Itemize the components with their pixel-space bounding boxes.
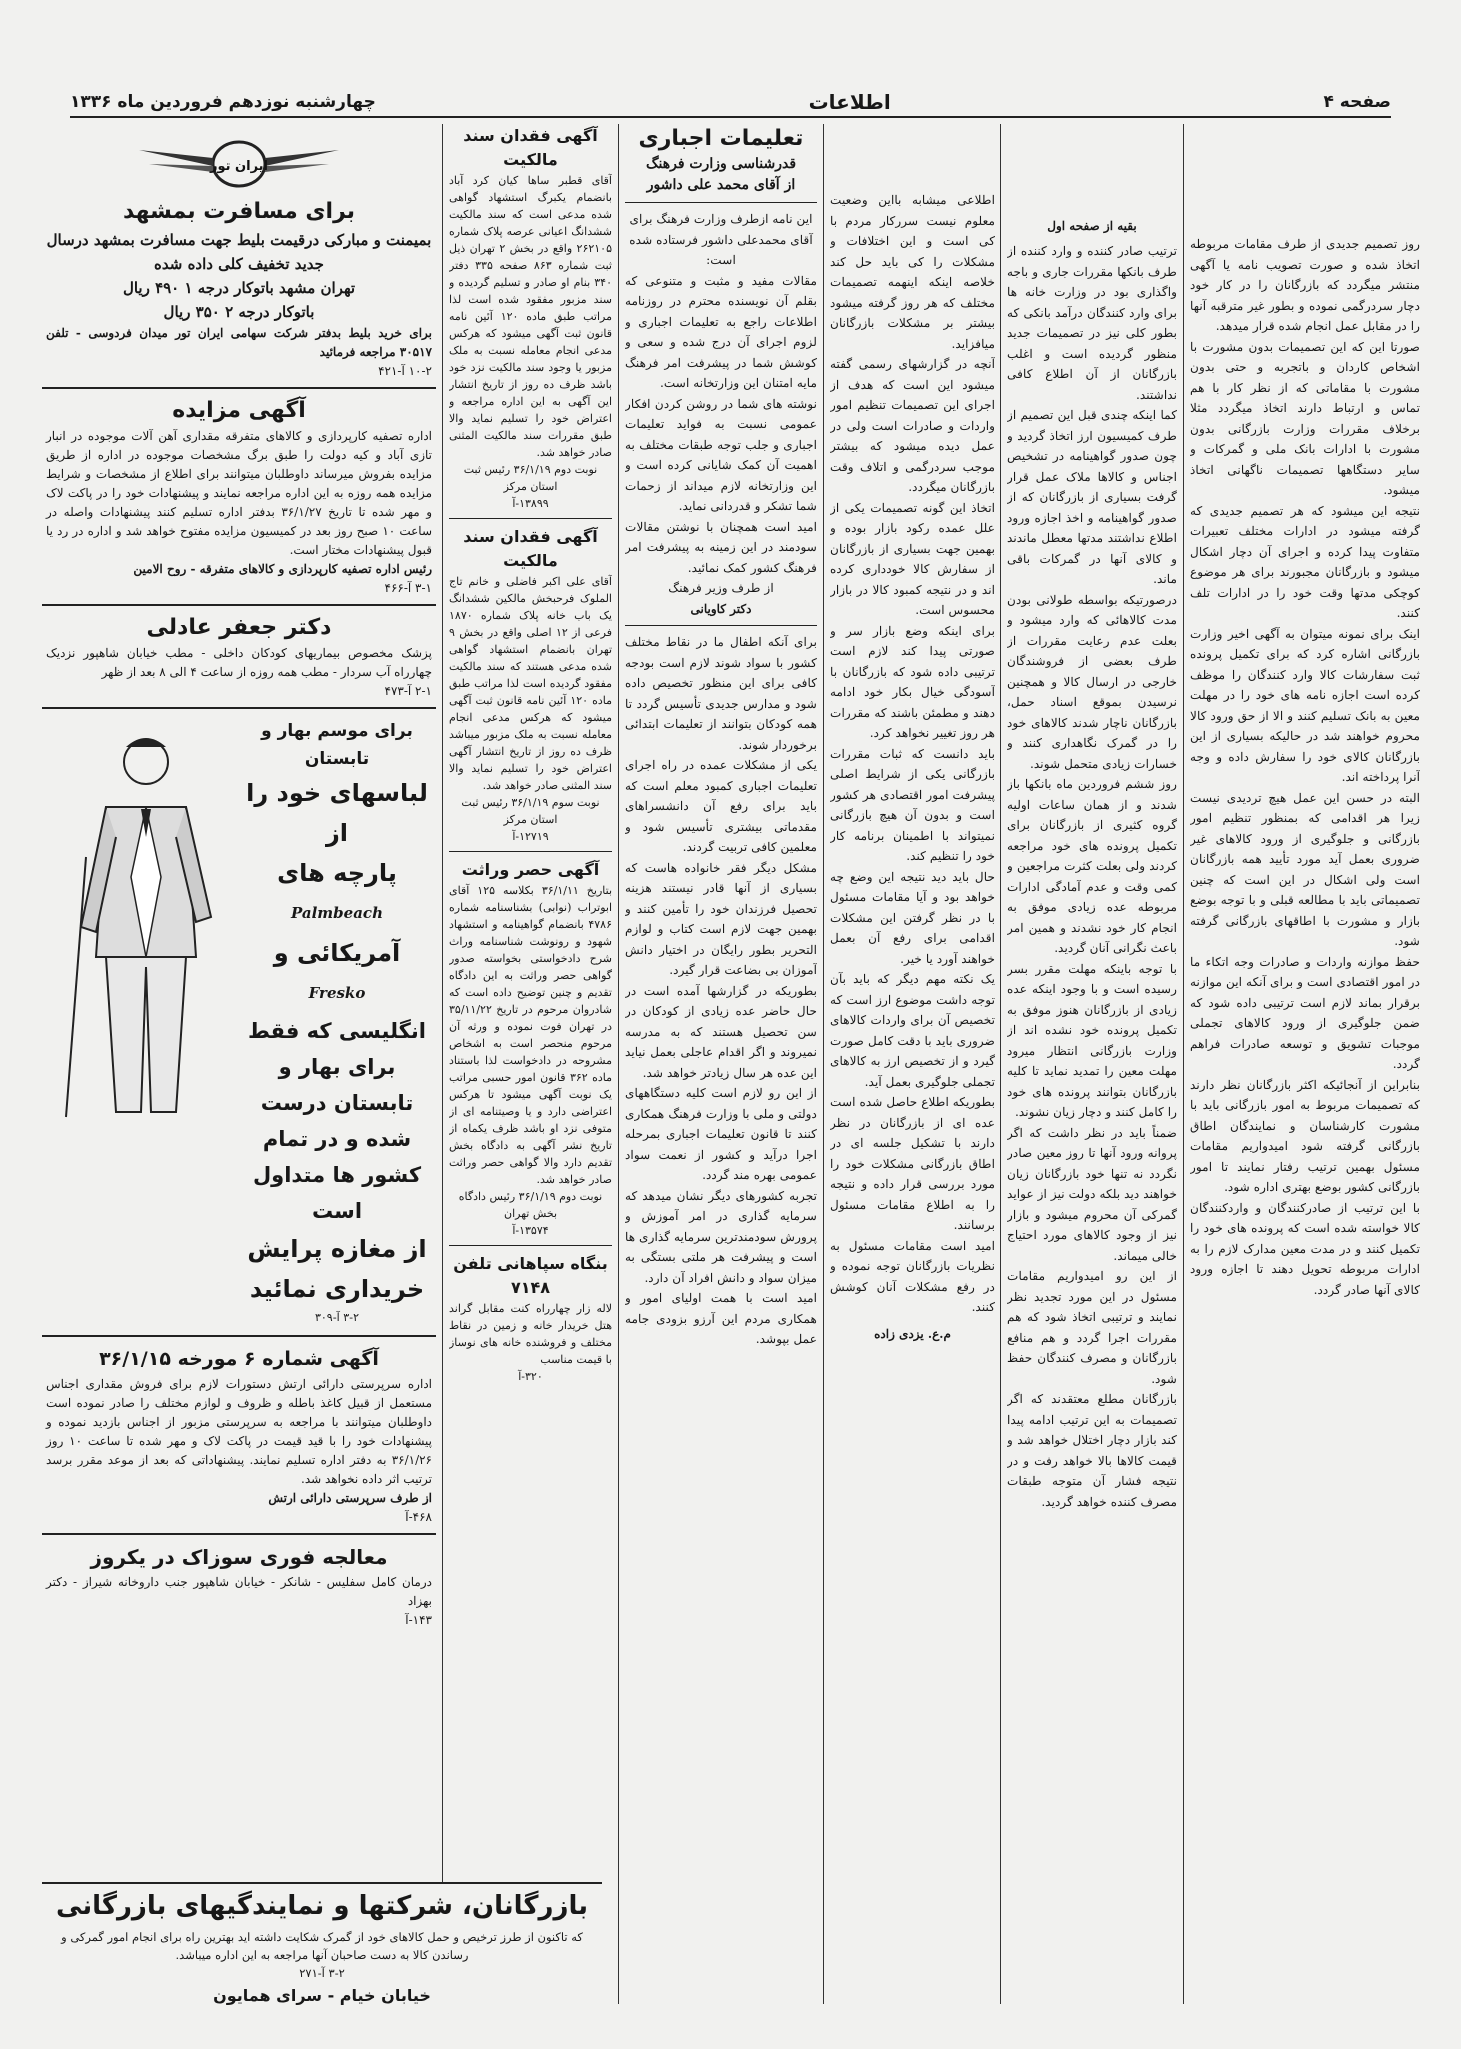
notice-ref: نوبت دوم ۳۶/۱/۱۹ رئیس دادگاه بخش تهران bbox=[458, 1190, 603, 1220]
notices-column bbox=[449, 124, 612, 2004]
agency-title: بنگاه سپاهانی تلفن ۷۱۴۸ bbox=[453, 1254, 608, 1297]
education-column bbox=[625, 124, 817, 2004]
paragraph: ترتیب صادر کننده و وارد کننده از طرف بانکها مقررات جاری و باجه واگذاری بود در وزارت خانه ها برای وارد کنندگان درآمد بانکی که بطور کلی نیز در تصمیمات جدید منظور گردیده است و اغلب بازرگانان از آن اطلاع کافی نداشتند. bbox=[1007, 244, 1177, 402]
notice-code: ۱۳۵۷۴-آ bbox=[512, 1224, 549, 1237]
paragraph: برای اینکه وضع بازار سر و صورتی پیدا کند لازم است ترتیبی داده شود که بازرگانان با آسودگی خیال بکار خود ادامه دهند و مطمئن باشند که مقررات هر روز تغییر نخواهد کرد. bbox=[830, 623, 995, 740]
banner-title: بازرگانان، شرکتها و نمایندگیهای بازرگانی bbox=[56, 1891, 588, 1921]
paragraph: باید دانست که ثبات مقررات بازرگانی یکی از شرایط اصلی پیشرفت امور اقتصادی هر کشور است و بدون آن هیچ بازرگانی نمیتواند با اطمینان برنامه کار خود را تنظیم کند. bbox=[830, 746, 995, 863]
travel-prices: تهران مشهد باتوکار درجه ۱ ۴۹۰ ریال باتوکار درجه ۲ ۳۵۰ ریال bbox=[122, 279, 356, 321]
logo-text: ایران تور bbox=[209, 159, 269, 174]
article-body bbox=[1190, 234, 1420, 1300]
paragraph: یکی از مشکلات عمده در راه اجرای تعلیمات اجباری کمبود معلم است که باید برای رفع آن دانشسراهای مقدماتی بیشتری تأسیس شود و معلمین کافی تربیت گردند. bbox=[625, 758, 817, 854]
section-title: تعلیمات اجباری bbox=[638, 126, 804, 151]
clothing-code: ۳-۲ آ-۳۰۹ bbox=[314, 1311, 360, 1324]
auction-code: ۳-۱ آ-۴۶۶ bbox=[384, 581, 432, 595]
paragraph: از طرف وزیر فرهنگ bbox=[668, 581, 774, 595]
clothing-line: برای موسم بهار و تابستان bbox=[261, 721, 413, 769]
continuation-note: بقیه از صفحه اول bbox=[1047, 219, 1137, 233]
banner-address: خیابان خیام - سرای همایون bbox=[213, 1986, 431, 2005]
paper-name: اطلاعات bbox=[808, 90, 891, 114]
paragraph: تجربه کشورهای دیگر نشان میدهد که سرمایه گذاری در امر آموزش و پرورش سودمندترین سرمایه گذاری ها است و پیشرفت هر ملتی بستگی به میزان سواد و دانش افراد آن دارد. bbox=[625, 1188, 817, 1285]
paragraph: اطلاعی میشابه بااین وضعیت معلوم نیست سررکار مردم با کی است و این اختلافات و مشکلات را کی باید حل کند خلاصه اینکه اینهمه تصمیمات مختلف که هر روز گرفته میشود بیشتر بر مشکلات بازرگانان میافزاید. bbox=[830, 193, 995, 351]
paragraph: حفظ موازنه واردات و صادرات وجه اتکاء ما در امور اقتصادی است و برای آنکه این موازنه برقرار بماند لازم است ترتیبی داده شود که ضمن جلوگیری از ورود کالاهای تجملی موجبات تشویق و توسعه صادرات فراهم گردد. bbox=[1190, 954, 1420, 1071]
divider bbox=[625, 625, 817, 626]
divider bbox=[449, 1245, 612, 1246]
customs-banner bbox=[42, 1882, 602, 2005]
clothing-line: از مغازه پرایش bbox=[247, 1235, 427, 1263]
masthead bbox=[70, 88, 1391, 118]
auction-title: آگهی مزایده bbox=[172, 398, 306, 423]
army-notice-ad bbox=[42, 1337, 436, 1535]
notice-title: آگهی حصر وراثت bbox=[461, 860, 600, 879]
paragraph: حال باید دید نتیجه این وضع چه خواهد بود و آیا مقامات مسئول با در نظر گرفتن این مشکلات اقدامی برای رفع آن بعمل خواهند آورد یا خیر. bbox=[830, 869, 995, 966]
travel-ad bbox=[42, 124, 436, 389]
clothing-brand: Palmbeach bbox=[291, 904, 383, 922]
paragraph: بطوریکه اطلاع حاصل شده است عده ای از بازرگانان در نظر دارند با تشکیل جلسه ای در اطاق بازرگانی مشکلات خود را مورد بررسی قرار داده و نتیجه را به اطلاع مقامات مسئول برسانند. bbox=[830, 1095, 995, 1232]
doctor-body: پزشک مخصوص بیماریهای کودکان داخلی - مطب خیابان شاهپور نزدیک چهارراه آب سردار - مطب همه روزه از ساعت ۴ الی ۸ بعد از ظهر bbox=[46, 646, 432, 679]
paragraph: با این ترتیب از صادرکنندگان و واردکنندگان کالا خواسته شده است که پرونده های خود را تکمیل کنند و در مدت معین مدارک لازم را به ادارات مربوطه تحویل دهند تا اجازه ورود کالای آنها صادر گردد. bbox=[1190, 1200, 1420, 1297]
paragraph: اینک برای نمونه میتوان به آگهی اخیر وزارت بازرگانی اشاره کرد که برای تکمیل پرونده ثبت سفارشات کالا وارد کنندگان را موظف کرده است اجازه نامه های خود را در مهلت معین به بانک تسلیم کنند و الا از حق ورود کالا محروم خواهند شد در حالیکه بسیاری از این بازرگانان کالای خود را سفارش داده و وجه آنرا پرداخته اند. bbox=[1190, 626, 1420, 784]
doctor-code: ۲-۱ آ-۴۷۳ bbox=[384, 684, 432, 698]
paragraph: آنچه در گزارشهای رسمی گفته میشود این است که هدف از اجرای این تصمیمات تنظیم امور واردات و صادرات است ولی در عمل دیده میشود که بیشتر موجب سردرگمی و اتلاف وقت بازرگانان میگردد. bbox=[830, 357, 995, 494]
auction-signature: رئیس اداره تصفیه کارپردازی و کالاهای متفرقه - روح الامین bbox=[133, 562, 432, 576]
clinic-body: درمان کامل سفلیس - شانکر - خیابان شاهپور جنب داروخانه شیراز - دکتر بهزاد bbox=[46, 1575, 432, 1608]
auction-body: اداره تصفیه کارپردازی و کالاهای متفرقه مقداری آهن آلات موجوده در انبار تازی آباد و کیه دولت را طبق برگ مشخصات موجوده در اداره از طریق مزایده بفروش میرساند داوطلبان میتوانند برای اطلاع از مشخصات و شرایط مزایده همه روزه به این اداره مراجعه نمایند و پیشنهادات خود را در پاکت لاک و مهر شده تا تاریخ ۳۶/۱/۲۷ بدفتر اداره تسلیم کنند پیشنهادات واصله در ساعت ۱۰ صبح روز بعد در کمیسیون مزایده مفتوح خواهد شد و اداره در رد یا قبول پیشنهادات مختار است. bbox=[46, 429, 432, 557]
clothing-line: خریداری نمائید bbox=[249, 1275, 425, 1303]
doctor-name: دکتر جعفر عادلی bbox=[146, 615, 332, 640]
paragraph: نوشته های شما در روشن کردن افکار عمومی نسبت به فواید تعلیمات اجباری و جلب توجه طبقات مختلف به اهمیت آن کمک شایانی کرده است و این وزارتخانه لازم میداند از زحمات شما تشکر و قدردانی نماید. bbox=[625, 396, 817, 513]
paragraph: یک نکته مهم دیگر که باید بآن توجه داشت موضوع ارز است که تخصیص آن برای واردات کالاهای ضروری باید با دقت کامل صورت گیرد و از تخصیص ارز به کالاهای تجملی جلوگیری بعمل آید. bbox=[830, 972, 995, 1089]
paragraph: امید است مقامات مسئول به نظریات بازرگانان توجه نموده و در رفع مشکلات آنان کوشش کنند. bbox=[830, 1238, 995, 1314]
divider bbox=[625, 202, 817, 203]
clothing-ad-text bbox=[242, 717, 432, 1327]
clothing-line: آمریکائی و bbox=[273, 939, 401, 967]
column-rule bbox=[823, 124, 824, 2004]
army-notice-body: اداره سرپرستی دارائی ارتش دستورات لازم برای فروش مقداری اجناس مستعمل از قبیل کاغذ باطله و ظروف و لوازم مختلف را صادر نموده است داوطلبان میتوانند با مراجعه به سرپرستی مزبور از اجناس بازدید نموده و پیشنهادات خود را با قید قیمت در پاکت لاک و مهر شده تا ساعت ۱۰ روز ۳۶/۱/۲۶ به دفتر اداره تسلیم نمایند. پیشنهاداتی که بعد از موعد مقرر برسد ترتیب اثر داده نخواهد شد. bbox=[46, 1377, 432, 1486]
subheading: قدرشناسی وزارت فرهنگ bbox=[645, 156, 797, 172]
clothing-line: پارچه های bbox=[277, 859, 397, 887]
paragraph: روز ششم فروردین ماه بانکها باز شدند و از همان ساعات اولیه گروه کثیری از بازرگانان برای تکمیل پرونده های خود مراجعه کردند ولی بعلت کثرت مراجعین و کمی وقت و عدم آمادگی ادارات مربوطه عده زیادی موفق به انجام کار خود نشدند و همین امر باعث نگرانی آنان گردید. bbox=[1007, 777, 1177, 955]
clinic-code: ۱۴۳-آ bbox=[405, 1613, 432, 1627]
paragraph: اتخاذ این گونه تصمیمات یکی از علل عمده رکود بازار بوده و بهمین جهت بسیاری از بازرگانان از سفارش کالا خودداری کرده اند و در نتیجه کمبود کالا در بازار محسوس است. bbox=[830, 500, 995, 617]
author-signature: م.ع. یزدی زاده bbox=[874, 1326, 951, 1341]
winged-logo-icon bbox=[129, 136, 349, 192]
travel-title: برای مسافرت بمشهد bbox=[122, 199, 356, 224]
issue-date: چهارشنبه نوزدهم فروردین ماه ۱۳۳۶ bbox=[70, 92, 376, 112]
notice-ref: نوبت دوم ۳۶/۱/۱۹ رئیس ثبت استان مرکز bbox=[463, 463, 598, 493]
paragraph: صورتا این که این تصمیمات بدون مشورت با اشخاص کاردان و باتجربه و حتی بدون مشورت با مقاماتی که از نظر کار با هم تماس و ارتباط دارند اتخاذ میگردد مثلا برخلاف مقررات وزارت بازرگانی بدون مشورت با ادارات بانک ملی و گمرکات و سایر دستگاهها تصمیمات ناگهانی اتخاذ میشود. bbox=[1190, 339, 1420, 497]
travel-contact: برای خرید بلیط بدفتر شرکت سهامی ایران تور میدان فردوسی - تلفن ۳۰۵۱۷ مراجعه فرمائید bbox=[46, 326, 432, 359]
clothing-line: لباسهای خود را از bbox=[246, 779, 428, 847]
paragraph: امید است همچنان با نوشتن مقالات سودمند در این زمینه به پیشرفت امر فرهنگ کشور کمک نمائید. bbox=[625, 519, 817, 575]
article-column-2 bbox=[1007, 124, 1177, 2004]
paragraph: البته در حسن این عمل هیچ تردیدی نیست زیرا هر اقدامی که بمنظور تنظیم امور بازرگانی و جلوگیری از ورود کالاهای غیر ضروری بعمل آید مورد تأیید همه بازرگانان است ولی اشکال در این است که چنین تصمیماتی باید با مطالعه قبلی و با توجه بوضع بازار و مشورت با اطاقهای بازرگانی گرفته شود. bbox=[1190, 790, 1420, 948]
banner-body: که تاکنون از طرز ترخیص و حمل کالاهای خود از گمرک شکایت داشته اید بهترین راه برای انجام امور گمرکی و رساندن کالا به دست صاحبان آنها مراجعه به این اداره میباشد. bbox=[61, 1930, 583, 1962]
paragraph: از این رو امیدواریم مقامات مسئول در این مورد تجدید نظر نمایند و ترتیبی اتخاذ شود که هم مقررات اجرا گردد و هم منافع بازرگانان و مصرف کنندگان حفظ شود. bbox=[1007, 1269, 1177, 1386]
paragraph: درصورتیکه بواسطه طولانی بودن مدت کالاهائی که وارد میشود و بعلت عدم رعایت مقررات از طرف بعضی از فروشندگان خارجی در ارسال کالا و همچنین نرسیدن بموقع اسناد حمل، بازرگانان ناچار شدند کالاهای خود را در گمرک نگاهداری کنند و خسارات زیادی متحمل شوند. bbox=[1007, 592, 1177, 771]
column-rule bbox=[1183, 124, 1184, 2004]
ads-column bbox=[42, 124, 436, 1882]
notice-body: آقای علی اکبر فاضلی و خانم تاج الملوک فرحبخش مالکین ششدانگ یک باب خانه پلاک شماره ۱۸۷۰ فرعی از ۱۲ اصلی واقع در بخش ۹ تهران بانضمام استشهاد گواهی شده مدعی هستند که سند مالکیت مفقود گردیده است لذا مراتب طبق ماده ۱۲۰ آئین نامه قانون ثبت آگهی میشود که هرکس مدعی انجام معامله نسبت به ملک مزبور میباشد ظرف ده روز از تاریخ انتشار آگهی اعتراض خود را تسلیم نماید والا سند المثنی صادر خواهد شد. bbox=[449, 575, 612, 792]
column-rule bbox=[442, 124, 443, 1884]
army-notice-code: ۴۶۸-آ bbox=[405, 1510, 432, 1524]
auction-ad bbox=[42, 389, 436, 606]
logo-emblem bbox=[129, 136, 349, 192]
agency-body: لاله زار چهارراه کنت مقابل گراند هتل خریدار خانه و زمین در نقاط مختلف و فروشنده خانه های نوساز با قیمت مناسب bbox=[449, 1302, 612, 1366]
paragraph: بنابراین از آنجائیکه اکثر بازرگانان نظر دارند که تصمیمات مربوط به امور بازرگانی باید با مشورت کارشناسان و نمایندگان اطاق بازرگانی گرفته شود امیدواریم مقامات مسئول بهمین ترتیب رفتار نمایند تا امور بازرگانی کشور بوضع بهتری اداره شود. bbox=[1190, 1077, 1420, 1194]
notice-code: ۱۲۷۱۹-آ bbox=[512, 830, 549, 843]
clothing-ad bbox=[42, 709, 436, 1337]
paragraph: با توجه باینکه مهلت مقرر بسر رسیده است و با وجود اینکه عده زیادی از بازرگانان هنوز موفق به تکمیل پرونده خود نشده اند از وزارت بازرگانی انتظار میرود مهلت معین را تمدید نماید تا کلیه بازرگانان بتوانند پرونده های خود را کامل کنند و دچار زیان نشوند. bbox=[1007, 961, 1177, 1119]
clothing-brand: Fresko bbox=[308, 984, 366, 1002]
notice-ref: نوبت سوم ۳۶/۱/۱۹ رئیس ثبت استان مرکز bbox=[461, 796, 600, 826]
column-rule bbox=[1000, 124, 1001, 2004]
paragraph: بطوریکه در گزارشها آمده است در حال حاضر عده زیادی از کودکان در سن تحصیل هستند که به مدرسه نمیروند و اگر اقدام عاجلی بعمل نیاید این عده هر سال زیادتر خواهد شد. bbox=[625, 983, 817, 1080]
notice-body: آقای قطبر ساها کیان کرد آباد بانضمام یکبرگ استشهاد گواهی شده مدعی است که سند مالکیت ششدانگ اعیانی عرصه پلاک شماره ۲۶۲۱۰۵ واقع در بخش ۲ تهران ذیل ثبت شماره ۸۶۳ صفحه ۳۳۵ دفتر ۳۴۰ بنام او صادر و تسلیم گردیده و سند مزبور مفقود شده است لذا مراتب طبق ماده ۱۲۰ آئین نامه قانون ثبت آگهی میشود که هرکس مدعی انجام معامله نسبت به ملک مزبور یا وجود سند مالکیت نزد خود باشد ظرف ده روز از تاریخ انتشار این آگهی به این اداره مراجعه و اعتراض خود را تسلیم نماید والا طبق مقررات سند مالکیت المثنی صادر خواهد شد. bbox=[449, 174, 612, 459]
banner-code: ۳-۲ آ-۲۷۱ bbox=[299, 1966, 345, 1980]
paragraph: ضمناً باید در نظر داشت که اگر پروانه ورود آنها تا روز معین صادر نگردد نه تنها خود بازرگانان زیان خواهند دید بلکه دولت نیز از عواید گمرکی آن محروم میشود و بازار نیز از وجود کالاهای مورد احتیاج خالی میماند. bbox=[1007, 1125, 1177, 1263]
notice-title: آگهی فقدان سند مالکیت bbox=[463, 527, 598, 570]
paragraph: نتیجه این میشود که هر تصمیم جدیدی که گرفته میشود در ادارات مختلف تعبیرات متفاوت پیدا کرده و اجرای آن دچار اشکال میشود و بازرگانان مجبورند برای هر موضوع کوچکی مدتها وقت خود را در ادارات تلف کنند. bbox=[1190, 503, 1420, 620]
travel-code: ۱۰-۲ آ-۴۲۱ bbox=[378, 364, 432, 378]
suited-man-icon bbox=[46, 717, 236, 1127]
signature: دکتر کاویانی bbox=[690, 601, 752, 616]
column-rule bbox=[618, 124, 619, 2004]
man-in-suit-illustration bbox=[46, 717, 236, 1127]
paragraph: روز تصمیم جدیدی از طرف مقامات مربوطه اتخاذ شده و صورت تصویب نامه یا آگهی منتشر میگردد که بازرگانان را در کار خود دچار سردرگمی نموده و بطور غیر مترقبه آنها را در مقابل عمل انجام شده قرار میدهد. bbox=[1190, 237, 1420, 333]
article-column-3 bbox=[830, 124, 995, 2004]
subheading: از آقای محمد علی داشور bbox=[646, 177, 796, 193]
paragraph: بازرگانان مطلع معتقدند که اگر تصمیمات به این ترتیب ادامه پیدا کند بازار دچار اختلال خواهد شد و قیمت کالاها بالا خواهد رفت و در نتیجه فشار آن متوجه طبقات مصرف کننده خواهد گردید. bbox=[1007, 1392, 1177, 1509]
intro: این نامه ازطرف وزارت فرهنگ برای آقای محمدعلی داشور فرستاده شده است: bbox=[629, 212, 813, 267]
divider bbox=[449, 518, 612, 519]
clinic-ad bbox=[42, 1535, 436, 1636]
travel-body: بمیمنت و مبارکی درقیمت بلیط جهت مسافرت بمشهد درسال جدید تخفیف کلی داده شده bbox=[46, 231, 432, 273]
notice-body: بتاریخ ۳۶/۱/۱۱ بکلاسه ۱۲۵ آقای ابوتراب (نوابی) بشناسنامه شماره ۴۷۸۶ بانضمام گواهینامه و استشهاد شهود و رونوشت شناسنامه وراث شرح دادخواستی بخواسته صدور گواهی حصر وراثت به این دادگاه تقدیم و چنین توضیح داده است که شادروان مرحوم در تاریخ ۳۵/۱۱/۲۲ در تهران فوت نموده و ورثه آن مرحوم منحصر است به اشخاص مشروحه در دادخواست لذا باستناد ماده ۳۶۲ قانون امور حسبی مراتب یک نوبت آگهی میشود تا هرکس اعتراضی دارد و یا وصیتنامه ای از متوفی نزد او باشد ظرف یکماه از تاریخ نشر آگهی به دادگاه بخش تقدیم دارد والا گواهی حصر وراثت صادر خواهد شد. bbox=[449, 884, 612, 1186]
paragraph: از این رو لازم است کلیه دستگاههای دولتی و ملی با وزارت فرهنگ همکاری کنند تا قانون تعلیمات اجباری بمرحله اجرا درآید و کشور از نعمت سواد عمومی بهره مند گردد. bbox=[625, 1086, 817, 1182]
article-column-1 bbox=[1190, 124, 1420, 2004]
doctor-ad bbox=[42, 606, 436, 709]
army-notice-signature: از طرف سرپرستی دارائی ارتش bbox=[268, 1491, 432, 1505]
paragraph: مشکل دیگر فقر خانواده هاست که بسیاری از آنها قادر نیستند هزینه تحصیل فرزندان خود را تأمین کنند و بهمین جهت لازم است کتاب و لوازم التحریر بطور رایگان در اختیار دانش آموزان بی بضاعت قرار گیرد. bbox=[625, 860, 817, 977]
paragraph: برای آنکه اطفال ما در نقاط مختلف کشور با سواد شوند لازم است بودجه کافی برای این منظور تخصیص داده شود و مدارس جدیدی تأسیس گردد تا همه کودکان بتوانند از تعلیمات ابتدائی برخوردار شوند. bbox=[625, 635, 817, 752]
divider bbox=[449, 851, 612, 852]
clothing-line: انگلیسی که فقط برای بهار و تابستان درست شده و در تمام کشور ها متداول است bbox=[248, 1019, 426, 1223]
paragraph: کما اینکه چندی قبل این تصمیم از طرف کمیسیون ارز اتخاذ گردید و چون صدور گواهینامه در تشخیص اجناس و کالاها ملاک عمل قرار گرفت بسیاری از بازرگانان که از صدور گواهینامه و اخذ اجازه ورود اطلاع نداشتند مدتها معطل ماندند و کالای آنها در گمرکات باقی ماند. bbox=[1007, 408, 1177, 586]
clinic-title: معالجه فوری سوزاک در یکروز bbox=[90, 1545, 388, 1569]
agency-code: ۳۲۰-آ bbox=[518, 1370, 543, 1383]
army-notice-title: آگهی شماره ۶ مورخه ۳۶/۱/۱۵ bbox=[99, 1348, 379, 1370]
paragraph: امید است با همت اولیای امور و همکاری مردم این آرزو بزودی جامه عمل بپوشد. bbox=[625, 1291, 817, 1346]
notice-code: ۱۳۸۹۹-آ bbox=[512, 497, 549, 510]
notice-title: آگهی فقدان سند مالکیت bbox=[463, 126, 598, 169]
page-number: صفحه ۴ bbox=[1323, 92, 1391, 112]
paragraph: مقالات مفید و مثبت و متنوعی که بقلم آن نویسنده محترم در روزنامه اطلاعات راجع به تعلیمات اجباری و لزوم اجرای آن درج شده و سعی و کوشش شما در پیشرفت امر فرهنگ مایه امتنان این وزارتخانه است. bbox=[625, 273, 817, 390]
